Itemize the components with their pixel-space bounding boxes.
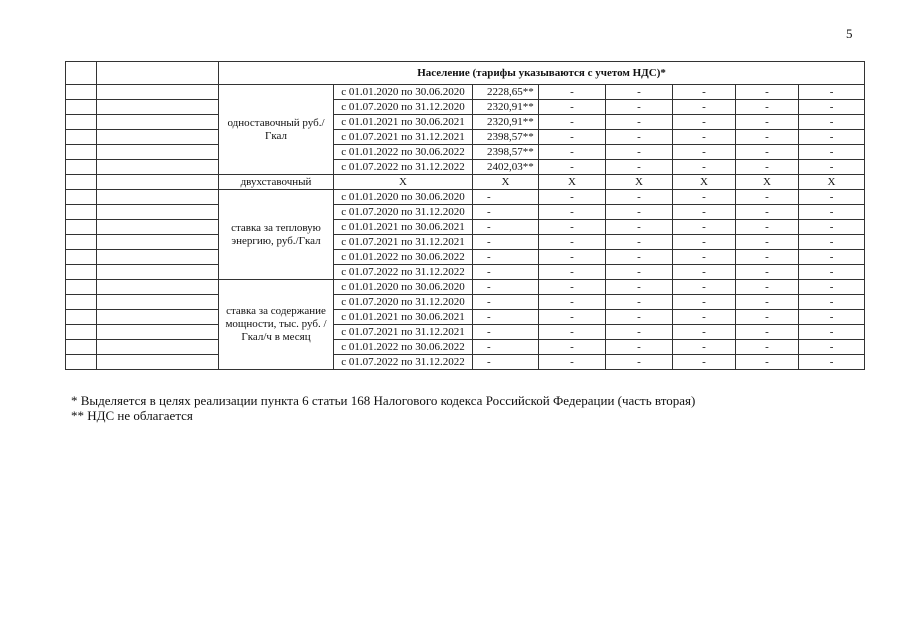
empty-cell [97,100,219,115]
period-cell: с 01.07.2020 по 31.12.2020 [334,100,473,115]
dash-cell: - [673,130,736,145]
period-cell: с 01.07.2022 по 31.12.2022 [334,265,473,280]
empty-cell [66,355,97,370]
dash-cell: - [799,220,865,235]
dash-cell: - [539,190,606,205]
tariff-table [65,61,865,370]
page-number: 5 [846,26,853,41]
x-cell: Х [539,175,606,190]
header-row [66,62,865,85]
footnote-vat-exempt: ** НДС не облагается [71,408,193,423]
table-row [66,250,865,265]
dash-cell: - [539,265,606,280]
table-row [66,160,865,175]
dash-cell: - [539,295,606,310]
empty-cell [66,205,97,220]
x-cell: Х [799,175,865,190]
tariff-type-label: ставка за тепловую энергию, руб./Гкал [219,190,334,280]
empty-cell [97,130,219,145]
dash-cell: - [799,145,865,160]
period-cell: с 01.07.2021 по 31.12.2021 [334,325,473,340]
empty-cell [97,295,219,310]
empty-cell [97,205,219,220]
dash-cell: - [736,340,799,355]
dash-cell: - [539,115,606,130]
dash-cell: - [736,145,799,160]
empty-cell [97,325,219,340]
dash-cell: - [606,145,673,160]
dash-cell: - [799,100,865,115]
period-cell: с 01.01.2021 по 30.06.2021 [334,310,473,325]
dash-cell: - [673,115,736,130]
dash-cell: - [606,295,673,310]
empty-cell [66,310,97,325]
period-cell: с 01.01.2022 по 30.06.2022 [334,340,473,355]
tariff-value-cell: - [473,190,539,205]
period-cell: с 01.07.2022 по 31.12.2022 [334,160,473,175]
dash-cell: - [799,85,865,100]
tariff-value-cell: 2320,91** [473,100,539,115]
tariff-value-cell: - [473,340,539,355]
dash-cell: - [606,265,673,280]
tariff-value-cell: - [473,295,539,310]
empty-cell [97,250,219,265]
footnote-vat-allocation: * Выделяется в целях реализации пункта 6 статьи 168 Налогового кодекса Российской Федерации (часть вторая) [71,393,696,408]
dash-cell: - [673,205,736,220]
dash-cell: - [539,220,606,235]
period-cell: с 01.07.2021 по 31.12.2021 [334,130,473,145]
empty-cell [66,235,97,250]
empty-cell [97,265,219,280]
dash-cell: - [673,340,736,355]
dash-cell: - [673,355,736,370]
tariff-value-cell: - [473,325,539,340]
dash-cell: - [539,355,606,370]
empty-cell [97,160,219,175]
empty-cell [66,340,97,355]
dash-cell: - [606,205,673,220]
empty-cell [66,160,97,175]
empty-cell [66,250,97,265]
dash-cell: - [539,235,606,250]
dash-cell: - [673,100,736,115]
empty-cell [97,190,219,205]
dash-cell: - [736,100,799,115]
period-cell: с 01.07.2022 по 31.12.2022 [334,355,473,370]
dash-cell: - [606,130,673,145]
table-row [66,100,865,115]
dash-cell: - [736,310,799,325]
period-cell: с 01.01.2020 по 30.06.2020 [334,280,473,295]
empty-cell [97,355,219,370]
dash-cell: - [799,205,865,220]
dash-cell: - [673,265,736,280]
table-row [66,280,865,295]
dash-cell: - [606,85,673,100]
x-cell: Х [473,175,539,190]
dash-cell: - [539,310,606,325]
tariff-value-cell: 2228,65** [473,85,539,100]
dash-cell: - [606,190,673,205]
dash-cell: - [799,295,865,310]
tariff-value-cell: - [473,355,539,370]
dash-cell: - [736,355,799,370]
period-cell: с 01.01.2021 по 30.06.2021 [334,220,473,235]
tariff-type-label: ставка за содержание мощности, тыс. руб. /Гкал/ч в месяц [219,280,334,370]
empty-cell [66,265,97,280]
dash-cell: - [736,130,799,145]
two-rate-label: двухставочный [219,175,334,190]
dash-cell: - [606,235,673,250]
dash-cell: - [799,310,865,325]
x-cell: Х [673,175,736,190]
table-row [66,355,865,370]
tariff-value-cell: 2320,91** [473,115,539,130]
empty-cell [97,235,219,250]
dash-cell: - [799,340,865,355]
dash-cell: - [799,265,865,280]
x-cell: Х [334,175,473,190]
tariff-value-cell: 2398,57** [473,130,539,145]
empty-cell [97,145,219,160]
empty-cell [97,85,219,100]
table-row [66,310,865,325]
dash-cell: - [736,85,799,100]
dash-cell: - [539,85,606,100]
dash-cell: - [539,130,606,145]
empty-cell [97,220,219,235]
dash-cell: - [606,160,673,175]
period-cell: с 01.01.2021 по 30.06.2021 [334,115,473,130]
table-row [66,220,865,235]
tariff-value-cell: - [473,235,539,250]
dash-cell: - [799,190,865,205]
dash-cell: - [799,325,865,340]
dash-cell: - [673,325,736,340]
dash-cell: - [736,295,799,310]
dash-cell: - [799,235,865,250]
tariff-value-cell: - [473,220,539,235]
dash-cell: - [673,295,736,310]
table-row [66,235,865,250]
period-cell: с 01.01.2022 по 30.06.2022 [334,145,473,160]
dash-cell: - [673,250,736,265]
tariff-type-label: одноставочный руб./Гкал [219,85,334,175]
table-row [66,175,865,190]
dash-cell: - [606,340,673,355]
dash-cell: - [736,235,799,250]
tariff-value-cell: 2402,03** [473,160,539,175]
dash-cell: - [539,145,606,160]
empty-cell [66,175,97,190]
dash-cell: - [539,100,606,115]
period-cell: с 01.07.2020 по 31.12.2020 [334,295,473,310]
empty-cell [66,325,97,340]
x-cell: Х [736,175,799,190]
empty-cell [97,115,219,130]
dash-cell: - [539,205,606,220]
dash-cell: - [606,280,673,295]
period-cell: с 01.07.2021 по 31.12.2021 [334,235,473,250]
empty-cell [66,130,97,145]
dash-cell: - [736,250,799,265]
table-row [66,130,865,145]
table-row [66,295,865,310]
table-row [66,190,865,205]
period-cell: с 01.01.2020 по 30.06.2020 [334,190,473,205]
dash-cell: - [606,220,673,235]
period-cell: с 01.07.2020 по 31.12.2020 [334,205,473,220]
dash-cell: - [673,310,736,325]
table-row [66,145,865,160]
dash-cell: - [673,235,736,250]
dash-cell: - [799,355,865,370]
dash-cell: - [799,160,865,175]
table-row [66,340,865,355]
dash-cell: - [673,280,736,295]
table-row [66,115,865,130]
dash-cell: - [673,190,736,205]
footnotes [71,393,695,423]
dash-cell: - [736,115,799,130]
table-row [66,265,865,280]
dash-cell: - [673,85,736,100]
table-row [66,325,865,340]
dash-cell: - [606,355,673,370]
dash-cell: - [736,265,799,280]
empty-cell [66,220,97,235]
dash-cell: - [736,160,799,175]
dash-cell: - [736,190,799,205]
empty-cell [97,280,219,295]
empty-cell [66,62,97,85]
dash-cell: - [606,100,673,115]
dash-cell: - [539,160,606,175]
dash-cell: - [539,340,606,355]
tariff-value-cell: 2398,57** [473,145,539,160]
tariff-value-cell: - [473,205,539,220]
dash-cell: - [799,250,865,265]
dash-cell: - [606,325,673,340]
empty-cell [66,190,97,205]
empty-cell [97,310,219,325]
dash-cell: - [673,145,736,160]
empty-cell [66,145,97,160]
dash-cell: - [606,310,673,325]
dash-cell: - [799,130,865,145]
dash-cell: - [673,220,736,235]
tariff-value-cell: - [473,250,539,265]
dash-cell: - [799,280,865,295]
empty-cell [66,280,97,295]
dash-cell: - [736,280,799,295]
dash-cell: - [673,160,736,175]
tariff-value-cell: - [473,310,539,325]
population-header: Население (тарифы указываются с учетом НДС)* [219,62,865,85]
period-cell: с 01.01.2022 по 30.06.2022 [334,250,473,265]
empty-cell [97,62,219,85]
dash-cell: - [736,220,799,235]
dash-cell: - [606,115,673,130]
empty-cell [66,295,97,310]
dash-cell: - [799,115,865,130]
x-cell: Х [606,175,673,190]
dash-cell: - [539,250,606,265]
dash-cell: - [736,205,799,220]
empty-cell [97,340,219,355]
dash-cell: - [736,325,799,340]
table-row [66,85,865,100]
tariff-value-cell: - [473,280,539,295]
empty-cell [66,100,97,115]
tariff-value-cell: - [473,265,539,280]
dash-cell: - [606,250,673,265]
dash-cell: - [539,280,606,295]
empty-cell [66,115,97,130]
empty-cell [97,175,219,190]
period-cell: с 01.01.2020 по 30.06.2020 [334,85,473,100]
dash-cell: - [539,325,606,340]
table-row [66,205,865,220]
empty-cell [66,85,97,100]
